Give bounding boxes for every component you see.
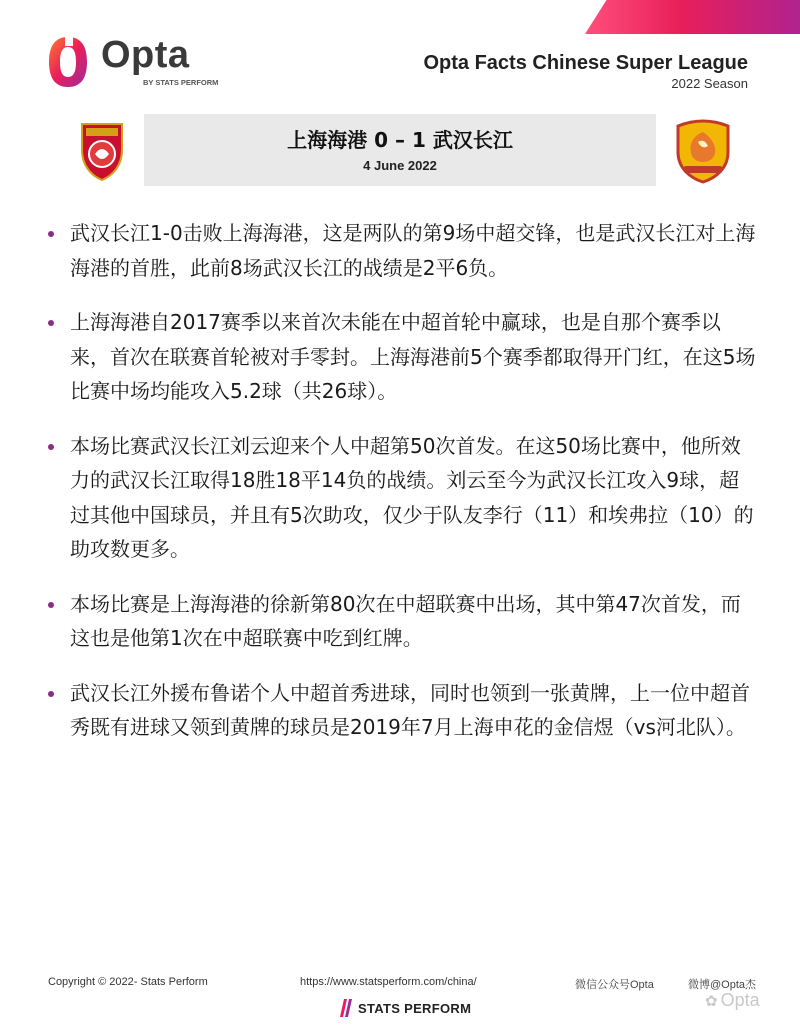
fact-item [48, 305, 758, 409]
fact-item [48, 216, 758, 285]
fact-text: 武汉长江外援布鲁诺个人中超首秀进球，同时也领到一张黄牌，上一位中超首秀既有进球又领到黄牌的球员是2019年7月上海申花的金信煜（vs河北队）。 [70, 680, 750, 739]
bullet-dot-icon [48, 231, 54, 237]
publication-title: Opta Facts Chinese Super League [423, 52, 748, 74]
away-crest [656, 114, 752, 186]
stats-perform-logo-icon [338, 999, 354, 1017]
footer-url-link[interactable]: https://www.statsperform.com/china/ [300, 976, 477, 988]
fact-text: 本场比赛是上海海港的徐新第80次在中超联赛中出场，其中第47次首发，而这也是他第1次在中超联赛中吃到红牌。 [70, 591, 741, 650]
wechat-watermark [705, 990, 760, 1011]
bullet-dot-icon [48, 444, 54, 450]
footer-copyright: Copyright © 2022- Stats Perform [48, 976, 208, 988]
fact-text: 上海海港自2017赛季以来首次未能在中超首轮中赢球，也是自那个赛季以来，首次在联赛首轮被对手零封。上海海港前5个赛季都取得开门红，在这5场比赛中场均能攻入5.2球（共26球）。 [70, 310, 756, 403]
footer-weibo-handle: 微博@Opta杰 [688, 979, 757, 991]
opta-logo-icon [45, 34, 91, 90]
shanghai-port-crest-icon [76, 120, 128, 182]
facts-list [48, 216, 758, 765]
fact-item [48, 429, 758, 567]
match-date: 4 June 2022 [363, 158, 437, 173]
wuhan-yangtze-crest-icon [670, 116, 736, 184]
bullet-dot-icon [48, 320, 54, 326]
bullet-dot-icon [48, 602, 54, 608]
watermark-text: Opta [720, 990, 760, 1010]
fact-text: 武汉长江1-0击败上海海港，这是两队的第9场中超交锋，也是武汉长江对上海海港的首胜，此前8场武汉长江的战绩是2平6负。 [70, 221, 756, 280]
publication-season: 2022 Season [671, 76, 748, 91]
stats-perform-wordmark: STATS PERFORM [358, 1001, 472, 1016]
fact-text: 本场比赛武汉长江刘云迎来个人中超第50次首发。在这50场比赛中，他所效力的武汉长江取得18胜18平14负的战绩。刘云至今为武汉长江攻入9球，超过其他中国球员，并且有5次助攻，仅少于队友李行（11）和埃弗拉（10）的助攻数更多。 [70, 433, 754, 561]
footer-wechat-handle: 微信公众号Opta [575, 979, 654, 991]
bullet-dot-icon [48, 691, 54, 697]
match-title: 上海海港 0 – 1 武汉长江 [287, 128, 513, 152]
header-accent-stripe [585, 0, 800, 34]
fact-item [48, 676, 758, 745]
wechat-icon: ✿ [705, 993, 718, 1010]
fact-item [48, 587, 758, 656]
home-crest [48, 114, 144, 186]
opta-byline: BY STATS PERFORM [143, 78, 219, 87]
opta-wordmark: Opta [101, 34, 190, 76]
match-header [48, 114, 752, 186]
